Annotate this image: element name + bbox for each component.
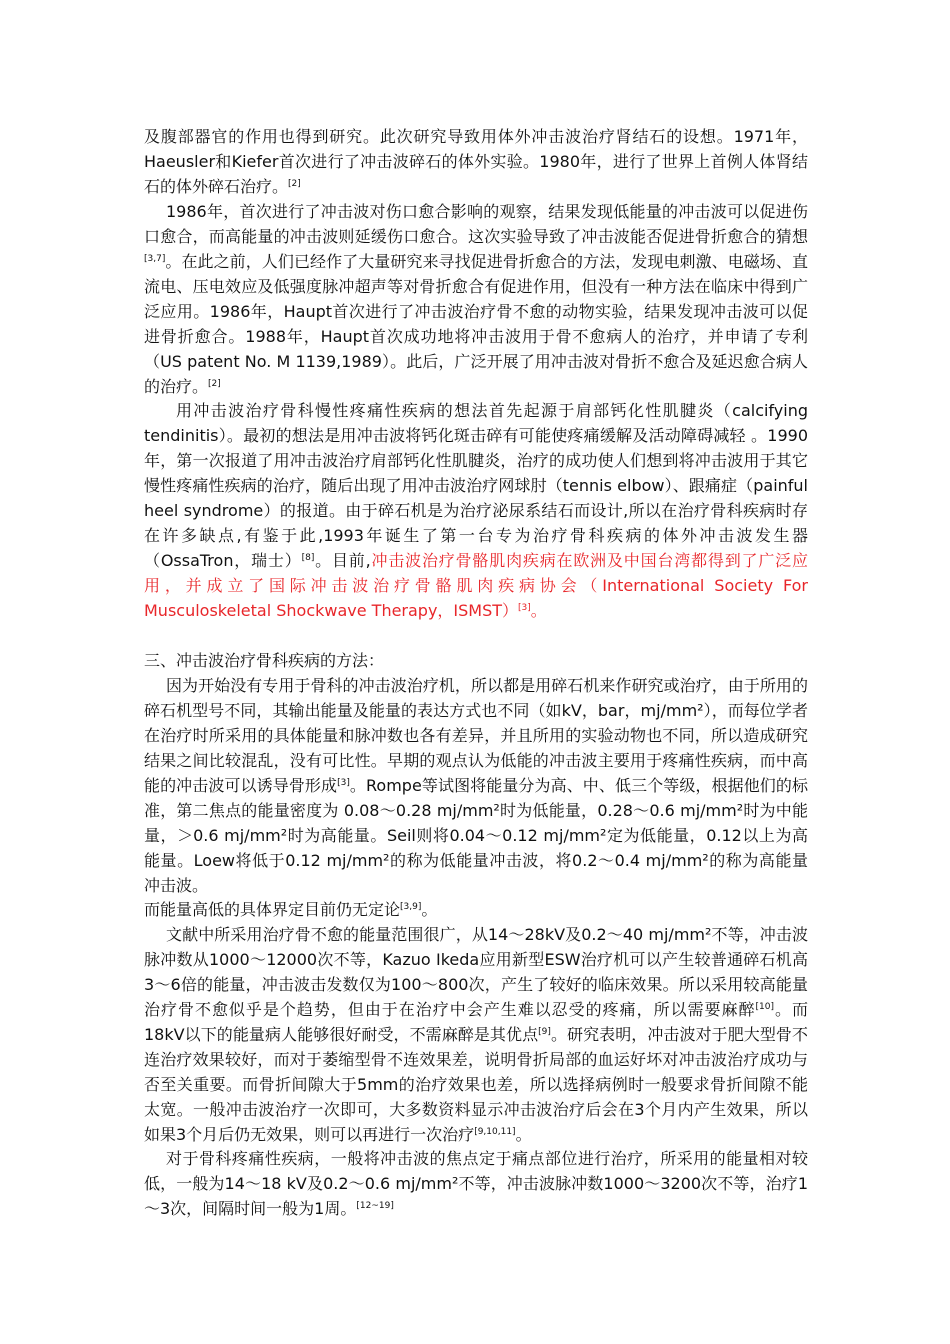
citation: [3,9] xyxy=(400,902,422,912)
paragraph-text: 及腹部器官的作用也得到研究。此次研究导致用体外冲击波治疗肾结石的设想。1971年，Haeusler和Kiefer首次进行了冲击波碎石的体外实验。1980年，进行了世界上首例人体肾结石的体外碎石治疗。 xyxy=(144,127,808,196)
citation: [12~19] xyxy=(356,1201,394,1211)
citation: [9] xyxy=(538,1027,551,1037)
citation: [3,7] xyxy=(144,254,166,264)
paragraph-fracture-healing xyxy=(144,199,808,399)
citation: [3] xyxy=(337,778,350,788)
citation: [8] xyxy=(301,553,315,563)
heading-text: 三、冲击波治疗骨科疾病的方法： xyxy=(144,651,385,670)
paragraph-text: 。研究表明，冲击波对于肥大型骨不连治疗效果较好，而对于萎缩型骨不连效果差，说明骨折局部的血运好坏对冲击波治疗成功与否至关重要。而骨折间隙大于5mm的治疗效果也差，所以选择病例时一般要求骨折间隙不能太宽。一般冲击波治疗一次即可，大多数资料显示冲击波治疗后会在3个月内产生效果，所以如果3个月后仍无效果，则可以再进行一次治疗 xyxy=(144,1025,808,1144)
paragraph-nonunion-treatment xyxy=(144,922,808,1147)
highlighted-text: 冲击波治疗骨骼肌肉疾病在欧洲及中国台湾都得到了广泛应用，并成立了国际冲击波治疗骨骼肌肉疾病协会（International Society For Musculoskeletal Shockwave Therapy，ISMST） xyxy=(144,551,808,620)
paragraph-pain-treatment xyxy=(144,1146,808,1221)
paragraph-text: 。而18kV以下的能量病人能够很好耐受，不需麻醉是其优点 xyxy=(144,1000,808,1044)
paragraph-text: 。目前, xyxy=(314,551,371,570)
paragraph-text: 。在此之前，人们已经作了大量研究来寻找促进骨折愈合的方法，发现电刺激、电磁场、直流电、压电效应及低强度脉冲超声等对骨折愈合有促进作用，但没有一种方法在临床中得到广泛应用。1986年，Haupt首次进行了冲击波治疗骨不愈的动物实验，结果发现冲击波可以促进骨折愈合。1988年，Haupt首次成功地将冲击波用于骨不愈病人的治疗，并申请了专利（US patent No. M 1139,1989）。此后，广泛开展了用冲击波对骨折不愈合及延迟愈合病人的治疗。 xyxy=(144,252,808,396)
citation: [2] xyxy=(288,179,301,189)
paragraph-energy-levels xyxy=(144,673,808,898)
citation: [10] xyxy=(755,1002,774,1012)
paragraph-text: 1986年，首次进行了冲击波对伤口愈合影响的观察，结果发现低能量的冲击波可以促进伤口愈合，而高能量的冲击波则延缓伤口愈合。这次实验导致了冲击波能否促进骨折愈合的猜想 xyxy=(144,202,808,246)
paragraph-text: 。Rompe等试图将能量分为高、中、低三个等级，根据他们的标准，第二焦点的能量密度为 0.08～0.28 mj/mm²时为低能量，0.28～0.6 mj/mm²时为中能量，＞0.6 mj/mm²时为高能量。Seil则将0.04～0.12 mj/mm²定为低能量，0.12以上为高能量。Loew将低于0.12 mj/mm²的称为低能量冲击波，将0.2～0.4 mj/mm²的称为高能量冲击波。 xyxy=(144,776,808,895)
citation: [3] xyxy=(518,603,531,613)
paragraph-text: 而能量高低的具体界定目前仍无定论 xyxy=(144,900,401,919)
section-heading-methods xyxy=(144,648,808,673)
paragraph-text: 对于骨科疼痛性疾病，一般将冲击波的焦点定于痛点部位进行治疗，所采用的能量相对较低，一般为14～18 kV及0.2～0.6 mj/mm²不等，冲击波脉冲数1000～3200次不等，治疗1～3次，间隔时间一般为1周。 xyxy=(144,1149,808,1218)
paragraph-kidney-stone-history xyxy=(144,124,808,199)
paragraph-chronic-pain xyxy=(144,398,808,623)
paragraph-text: 。 xyxy=(530,601,547,620)
paragraph-text: 。 xyxy=(515,1125,532,1144)
citation: [9,10,11] xyxy=(474,1127,516,1137)
paragraph-no-consensus xyxy=(144,897,808,922)
citation: [2] xyxy=(208,379,221,389)
paragraph-text: 因为开始没有专用于骨科的冲击波治疗机，所以都是用碎石机来作研究或治疗，由于所用的碎石机型号不同，其输出能量及能量的表达方式也不同（如kV，bar，mj/mm²），而每位学者在治疗时所采用的具体能量和脉冲数也各有差异，并且所用的实验动物也不同，所以造成研究结果之间比较混乱，没有可比性。早期的观点认为低能的冲击波主要用于疼痛性疾病，而中高能的冲击波可以诱导骨形成 xyxy=(144,676,808,795)
paragraph-text: 。 xyxy=(421,900,438,919)
paragraph-text: 用冲击波治疗骨科慢性疼痛性疾病的想法首先起源于肩部钙化性肌腱炎（calcifying tendinitis）。最初的想法是用冲击波将钙化斑击碎有可能使疼痛缓解及活动障碍减轻 。1990年，第一次报道了用冲击波治疗肩部钙化性肌腱炎，治疗的成功使人们想到将冲击波用于其它慢性疼痛性疾病的治疗，随后出现了用冲击波治疗网球肘（tennis elbow）、跟痛症（painful heel syndrome）的报道。由于碎石机是为治疗泌尿系结石而设计,所以在治疗骨科疾病时存在许多缺点,有鉴于此,1993年诞生了第一台专为治疗骨科疾病的体外冲击波发生器（OssaTron，瑞士） xyxy=(144,401,808,570)
paragraph-text: 文献中所采用治疗骨不愈的能量范围很广，从14～28kV及0.2～40 mj/mm²不等，冲击波脉冲数从1000～12000次不等，Kazuo Ikeda应用新型ESW治疗机可以产生较普通碎石机高3～6倍的能量，冲击波击发数仅为100～800次，产生了较好的临床效果。所以采用较高能量治疗骨不愈似乎是个趋势，但由于在治疗中会产生难以忍受的疼痛，所以需要麻醉 xyxy=(144,925,808,1019)
